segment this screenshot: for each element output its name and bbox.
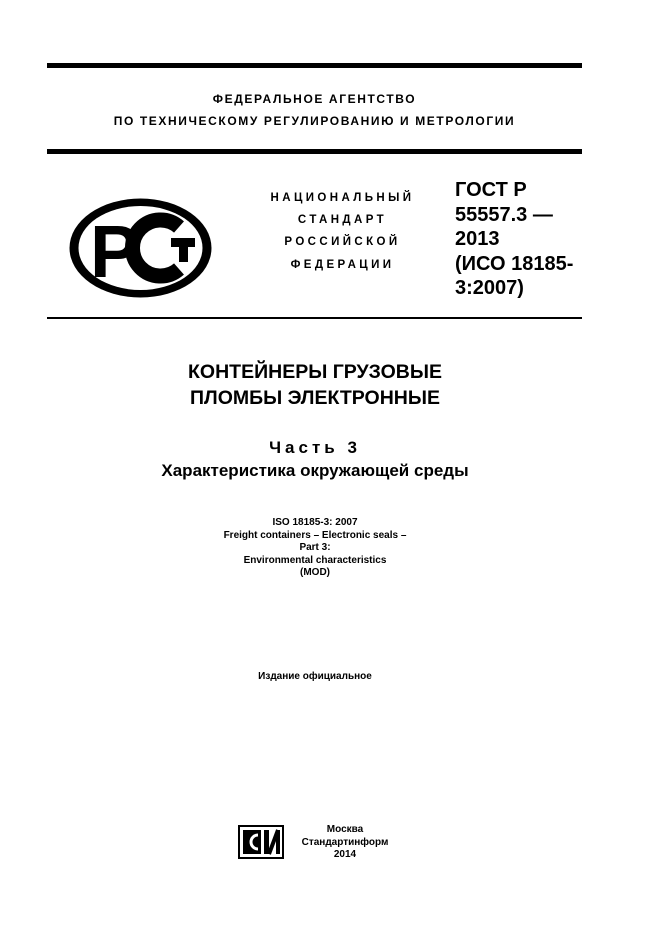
title-line-2: ПЛОМБЫ ЭЛЕКТРОННЫЕ bbox=[190, 387, 440, 409]
gost-line-1: ГОСТ Р bbox=[455, 179, 527, 201]
top-rule bbox=[47, 63, 582, 68]
standard-word-2: СТАНДАРТ bbox=[297, 214, 388, 226]
agency-line-2: ПО ТЕХНИЧЕСКОМУ РЕГУЛИРОВАНИЮ И МЕТРОЛОГИИ bbox=[113, 114, 516, 128]
part-label: Часть 3 bbox=[269, 438, 361, 457]
iso-line-2: Freight containers – Electronic seals – bbox=[223, 529, 407, 541]
gost-designation bbox=[455, 178, 605, 301]
document-title bbox=[100, 359, 530, 411]
standartinform-logo-icon bbox=[238, 824, 284, 860]
publisher-block bbox=[290, 824, 400, 862]
iso-line-5: (MOD) bbox=[300, 567, 330, 578]
header-bottom-rule bbox=[47, 149, 582, 154]
iso-line-4: Environmental characteristics bbox=[243, 554, 387, 566]
iso-line-1: ISO 18185-3: 2007 bbox=[272, 517, 358, 528]
publisher-name: Стандартинформ bbox=[301, 836, 389, 848]
part-title: Характеристика окружающей среды bbox=[161, 461, 469, 480]
section-rule bbox=[47, 317, 582, 319]
standard-word-3: РОССИЙСКОЙ bbox=[284, 236, 401, 248]
gost-line-2: 55557.3 — bbox=[455, 203, 553, 226]
standard-word-1: НАЦИОНАЛЬНЫЙ bbox=[270, 192, 415, 204]
gost-line-3: 2013 bbox=[455, 228, 500, 250]
edition-note: Издание официальное bbox=[258, 671, 372, 682]
publisher-city: Москва bbox=[326, 824, 364, 835]
iso-line-3: Part 3: bbox=[299, 542, 331, 553]
gost-rst-logo-icon bbox=[68, 197, 213, 299]
standard-word-4: ФЕДЕРАЦИИ bbox=[290, 259, 395, 271]
gost-line-4: (ИСО 18185- bbox=[455, 252, 574, 275]
svg-text:P: P bbox=[90, 210, 140, 293]
gost-line-5: 3:2007) bbox=[455, 277, 524, 299]
agency-line-1: ФЕДЕРАЛЬНОЕ АГЕНТСТВО bbox=[212, 92, 417, 106]
iso-reference bbox=[150, 517, 480, 580]
publisher-year: 2014 bbox=[333, 849, 357, 860]
title-line-1: КОНТЕЙНЕРЫ ГРУЗОВЫЕ bbox=[188, 361, 442, 383]
